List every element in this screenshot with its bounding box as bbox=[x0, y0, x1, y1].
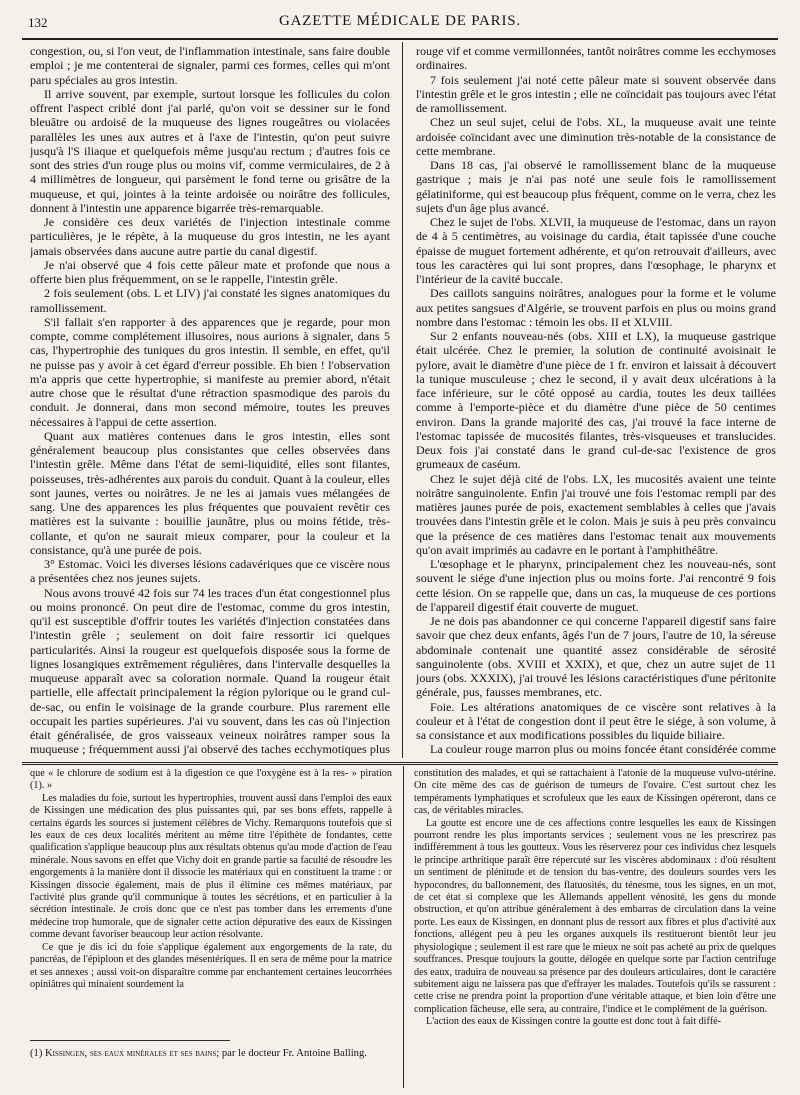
page-number: 132 bbox=[28, 15, 48, 30]
feuilleton-right-column bbox=[414, 768, 776, 1090]
paragraph: Je ne dois pas abandonner ce qui concerne l'appareil digestif sans faire savoir que chez deux enfants, âgés l'un de 7 jours, l'autre de 10, la séreuse abdominale contenait une quantité assez considérable de sérosité sanguinolente (obs. XVIII et XXIX), et que, chez un autre sujet de 11 jours (obs. XXXIX), j'ai trouvé les lésions caractéristiques d'une péritonite générale, pus, fausses membranes, etc. bbox=[416, 614, 776, 700]
paragraph: Foie. Les altérations anatomiques de ce viscère sont relatives à la couleur et à l'état de congestion dont il peut être le siége, à son volume, à sa consistance et aux modifications possibles du liquide biliaire. bbox=[416, 699, 776, 742]
footnote-rule bbox=[30, 1040, 230, 1041]
paragraph: La couleur rouge marron plus ou moins foncée étant considérée comme bbox=[430, 742, 776, 756]
paragraph: L'action des eaux de Kissingen contre la goutte est donc tout à fait diffé- bbox=[426, 1016, 722, 1028]
paragraph: Il arrive souvent, par exemple, surtout lorsque les follicules du colon offrent l'aspect criblé dont j'ai parlé, qu'on voit se dessiner sur le fond bleuâtre ou ardoisé de la muqueuse des lignes rougeâtres ou violacées parallèles les unes aux autres et à l'axe de l'intestin, qu'on peut suivre jusqu'à l'S iliaque et quelquefois même jusqu'au rectum ; d'autres fois ce sont des stries d'un rouge plus ou moins vif, comme vermiculaires, de 2 à 4 millimètres de longueur, qui parsèment le fond terne ou grisâtre de la muqueuse, et qui, jointes à la teinte ardoisée ou noirâtre des follicules, donnent à l'intestin une apparence bigarrée très-remarquable. bbox=[30, 86, 390, 215]
paragraph: Des caillots sanguins noirâtres, analogues pour la forme et le volume aux petites sangsues d'Algérie, se trouvent parfois en plus ou moins grand nombre dans l'estomac : témoin les obs. II et XLVIII. bbox=[416, 286, 776, 329]
paragraph: Ce que je dis ici du foie s'applique également aux engorgements de la rate, du pancréas, de l'épiploon et des glandes mésentériques. Il en sera de même pour la matrice et ses annexes ; aussi voit-on disparaître comme par enchantement certaines leucorrhées opiniâtres qui minaient sourdement la bbox=[30, 941, 392, 990]
paragraph: Nous avons trouvé 42 fois sur 74 les traces d'un état congestionnel plus ou moins prononcé. On peut dire de l'estomac, comme du gros intestin, qu'il est susceptible d'offrir toutes les variétés d'injection constatées dans l'intestin grêle ; seulement on doit faire ressortir ici quelques particularités. Ainsi la rougeur est quelquefois disposée sous la forme de lignes losangiques extrêmement régulières, dans l'intervalle desquelles la muqueuse apparaît avec sa coloration normale. Quand la rougeur était partielle, elle affectait principalement la région pylorique ou le grand cul-de-sac, ou enfin le voisinage de la grande courbure. Plus rarement elle occupait les parties supérieures. J'ai vu souvent, dans les cas où l'injection était généralisée, de gros vaisseaux veineux noirâtres ramper sous la muqueuse ; fréquemment aussi j'ai observé des taches ecchymotiques plus bbox=[30, 585, 390, 756]
feuilleton-left-column bbox=[30, 768, 392, 1030]
feuilleton-rule bbox=[22, 762, 778, 765]
paragraph: La goutte est encore une de ces affections contre lesquelles les eaux de Kissingen pourront rendre les plus importants services ; seulement vous ne les prescrirez pas indifféremment à tous les goutteux. Vous les réserverez pour ces individus chez lesquels le principe arthritique paraît être répercuté sur les viscères abdominaux : d'où résultent un sentiment de plénitude et de tension du bas-ventre, des douleurs sourdes vers les hypocondres, du ballonnement, des flatuosités, du ténesme, tous les signes, en un mot, de cet état si complexe que les Allemands appellent vénosité, les gens du monde obstruction, et qu'on attribue généralement à des embarras de circulation dans la veine porte. Les eaux de Kissingen, en donnant plus de ressort aux fibres et plus d'activité aux fonctions, allégent peu à peu les organes auxquels ils restitueront bientôt leur jeu physiologique ; seulement il est rare que le mieux ne soit pas acheté au prix de quelques souffrances. Presque toujours la goutte, délogée en quelque sorte par l'action centrifuge des eaux, traduira de nouveau sa présence par des douleurs articulaires, dont le caractère subitement aigu ne laissera pas que d'effrayer les malades. Toutefois qu'ils se rassurent : cette crise ne prendra point la proportion d'une véritable attaque, et bien loin d'être une complication fâcheuse, elle sera, au contraire, l'indice et le complément de la guérison. bbox=[414, 817, 776, 1015]
paragraph: que « le chlorure de sodium est à la digestion ce que l'oxygène est à la res- » piration (1). » bbox=[30, 768, 392, 792]
right-column bbox=[416, 44, 776, 756]
journal-title: GAZETTE MÉDICALE DE PARIS. bbox=[279, 13, 521, 29]
feuilleton-divider bbox=[403, 766, 404, 1088]
paragraph: Je considère ces deux variétés de l'injection intestinale comme particulières, je le répète, à la muqueuse du gros intestin, ne les ayant jamais observées dans aucune autre partie du canal digestif. bbox=[30, 215, 390, 258]
paragraph: 3° Estomac. Voici les diverses lésions cadavériques que ce viscère nous a présentées chez nos jeunes sujets. bbox=[30, 557, 390, 586]
paragraph: Quant aux matières contenues dans le gros intestin, elles sont généralement beaucoup plus consistantes que celles observées dans l'intestin grêle. Même dans l'état de semi-liquidité, elles sont filantes, poisseuses, très-adhérentes aux parois du conduit. Quant à la couleur, elles sont jaunes, vertes ou noirâtres. Je ne les ai jamais vues mélangées de sang. Une des apparences les plus fréquentes que pouvaient revêtir ces matières est la suivante : bouillie jaunâtre, plus ou moins fétide, très-collante, et qu'on ne saurait mieux comparer, pour la couleur et la consistance, qu'à une purée de pois. bbox=[30, 428, 390, 557]
paragraph: S'il fallait s'en rapporter à des apparences que je regarde, pour mon compte, comme complétement illusoires, nous aurions à signaler, dans 5 cas, l'hypertrophie des tuniques du gros intestin. Il semble, en effet, qu'il ne puisse pas y avoir à cet égard d'erreur possible. Eh bien ! l'observation m'a appris que cette hypertrophie, si manifeste au premier abord, n'était autre chose que le résultat d'une rétraction spasmodique des parois du conduit. Je donnerai, dans mon second mémoire, toutes les preuves nécessaires à l'appui de cette assertion. bbox=[30, 314, 390, 429]
header-rule bbox=[22, 38, 778, 40]
footnote-marker: (1) bbox=[30, 1048, 43, 1059]
paragraph: Chez le sujet de l'obs. XLVII, la muqueuse de l'estomac, dans un rayon de 4 à 5 centimètres, au voisinage du cardia, était tapissée d'une couche épaisse de muguet fortement adhérente, et qu'on retrouvait d'ailleurs, avec tous les caractères qui lui sont propres, dans l'œsophage, le pharynx et l'intérieur de la cavité buccale. bbox=[416, 215, 776, 286]
paragraph: Dans 18 cas, j'ai observé le ramollissement blanc de la muqueuse gastrique ; mais je n'ai pas noté une seule fois le ramollissement gélatiniforme, qui est beaucoup plus fréquent, comme on le verra, chez les sujets d'un âge plus avancé. bbox=[416, 158, 776, 215]
paragraph: L'œsophage et le pharynx, principalement chez les nouveau-nés, sont souvent le siége d'une injection plus ou moins forte. J'ai rencontré 9 fois cette lésion. On se rappelle que, dans un cas, la muqueuse de ces portions de l'appareil digestif était couverte de muguet. bbox=[416, 557, 776, 614]
paragraph: Les maladies du foie, surtout les hypertrophies, trouvent aussi dans l'emploi des eaux de Kissingen une médication des plus puissantes qui, par ses bons effets, rappelle à certains égards les sources si justement célèbres de Vichy. Remarquons toutefois que si les eaux de ces deux localités méritent au même titre l'épithète de fondantes, cette qualification s'applique beaucoup plus aux résultats obtenus qu'au mode d'action de l'eau minérale. Nous savons en effet que Vichy doit en grande partie sa faculté de résoudre les engorgements à la manière dont il dissocie les matériaux qui en constituent la trame : or Kissingen dissocie également, mais de plus il élimine ces mêmes matériaux, par l'activité plus grande qu'il communique à toutes les sécrétions, et en particulier à la sécrétion intestinale. Je crois donc que ce n'est pas tomber dans les errements d'une médecine trop humorale, que de signaler cette action dépurative des eaux de Kissingen comme devant favoriser beaucoup leur action résolvante. bbox=[30, 792, 392, 941]
page-header bbox=[28, 12, 772, 38]
column-divider bbox=[402, 42, 403, 758]
paragraph: Je n'ai observé que 4 fois cette pâleur mate et profonde que nous a offerte bien plus fréquemment, on se le rappelle, l'intestin grêle. bbox=[30, 257, 390, 286]
paragraph: 7 fois seulement j'ai noté cette pâleur mate si souvent observée dans l'intestin grêle et le gros intestin ; elle ne coïncidait pas toujours avec l'état de ramollissement. bbox=[416, 72, 776, 115]
paragraph: constitution des malades, et qui se rattachaient à l'atonie de la muqueuse vulvo-utérine. On cite même des cas de guérison de tumeurs de l'ovaire. C'est surtout chez les tempéraments lymphatiques et scrofuleux que les eaux de Kissingen opéreront, dans ce cas, de véritables miracles. bbox=[414, 768, 776, 817]
paragraph: Sur 2 enfants nouveau-nés (obs. XIII et LX), la muqueuse gastrique était ulcérée. Chez le premier, la solution de continuité avoisinait le pylore, avait le diamètre d'une pièce de 1 fr. environ et laissait à découvert la tunique musculeuse ; chez le second, il y avait deux ulcérations à la face inférieure, sur le côté opposé au cardia, toutes les deux taillées comme à l'emporte-pièce et du diamètre d'une pièce de 50 centimes environ. Dans la grande majorité des cas, j'ai trouvé la face interne de l'estomac tapissée de mucosités filantes, très-visqueuses et translucides. Deux fois j'ai constaté dans le grand cul-de-sac l'existence de gros grumeaux de caséum. bbox=[416, 329, 776, 472]
footnote-title: Kissingen, ses eaux minérales et ses bains bbox=[45, 1048, 217, 1059]
paragraph: rouge vif et comme vermillonnées, tantôt noirâtres comme les ecchymoses ordinaires. bbox=[416, 44, 776, 73]
footnote bbox=[30, 1047, 392, 1060]
left-column bbox=[30, 44, 390, 756]
paragraph: Chez le sujet déjà cité de l'obs. LX, les mucosités avaient une teinte noirâtre sanguinolente. Enfin j'ai trouvé une fois l'estomac rempli par des matières jaunes purée de pois, exactement semblables à celles que j'avais trouvées dans l'intestin grêle et le colon. Mais je suis à peu près convaincu que la présence de ces matières dans l'estomac tenait aux mouvements qu'on avait imprimés au cadavre en le portant à l'amphithéâtre. bbox=[416, 471, 776, 557]
paragraph: congestion, ou, si l'on veut, de l'inflammation intestinale, sans faire double emploi ; je me contenterai de signaler, parmi ces formes, celles qui m'ont paru spéciales au gros intestin. bbox=[30, 44, 390, 87]
paragraph: 2 fois seulement (obs. L et LIV) j'ai constaté les signes anatomiques du ramollissement. bbox=[30, 286, 390, 315]
paragraph: Chez un seul sujet, celui de l'obs. XL, la muqueuse avait une teinte ardoisée coïncidant avec une diminution très-notable de la consistance de cette membrane. bbox=[416, 115, 776, 158]
footnote-text: ; par le docteur Fr. Antoine Balling. bbox=[216, 1048, 367, 1059]
